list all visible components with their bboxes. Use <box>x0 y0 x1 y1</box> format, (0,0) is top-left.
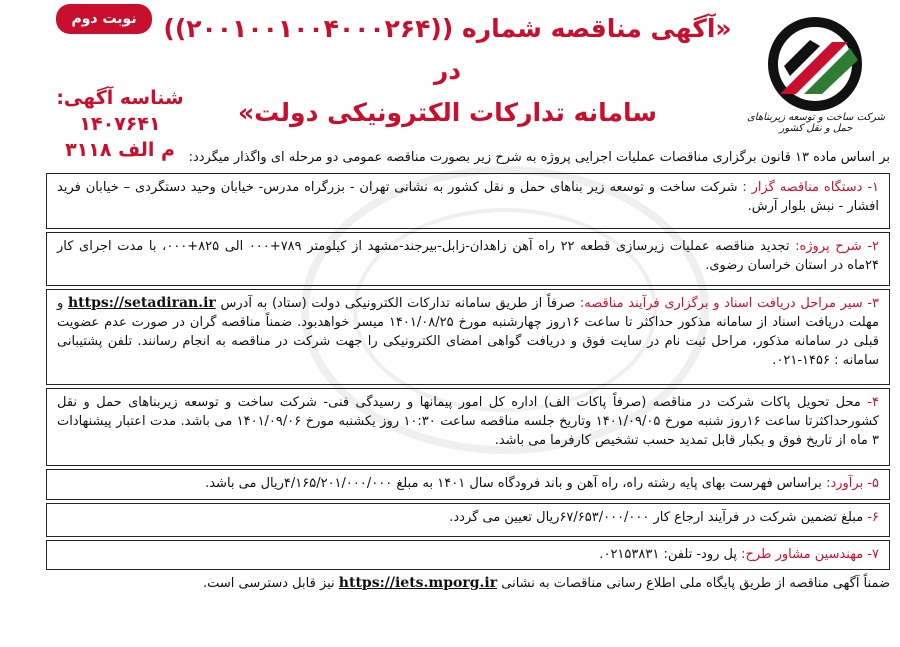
section-6-label: ۶- <box>867 510 879 525</box>
section-4-label: ۴- <box>867 395 879 410</box>
title-line-1: «آگهی مناقصه شماره ((۲۰۰۱۰۰۱۰۰۴۰۰۰۲۶۴)) در <box>163 14 732 85</box>
section-1-text: شرکت ساخت و توسعه زیر بناهای حمل و نقل کشور به نشانی تهران - بزرگراه مدرس- خیابان وحید دستگردی – خیابان فرید افشار - نبش بلوار آرش. <box>57 180 879 214</box>
section-3-text-a: صرفاً از طریق سامانه تدارکات الکترونیکی دولت (ستاد) به آدرس <box>220 296 580 311</box>
ad-id-line-2: م الف ۳۱۱۸ <box>65 139 175 161</box>
section-4-delivery-place <box>46 388 890 466</box>
section-1-label: ۱- دستگاه مناقصه گزار : <box>742 180 879 195</box>
intro-text: بر اساس ماده ۱۳ قانون برگزاری مناقصات عملیات اجرایی پروژه به شرح زیر بصورت مناقصه عمومی دو مرحله ای واگذار میگردد: <box>188 150 890 165</box>
company-logo-icon <box>740 16 890 116</box>
section-2-label: ۲- شرح پروژه: <box>795 239 879 254</box>
section-2-text: تجدید مناقصه عملیات زیرسازی قطعه ۲۲ راه آهن زاهدان-زابل-بیرجند-مشهد از کیلومتر ۷۸۹+۰۰۰ الی ۸۲۵+۰۰۰، با مدت اجرای کار ۲۴ماه در استان خراسان رضوی. <box>57 239 879 273</box>
title-line-2: سامانه تدارکات الکترونیکی دولت» <box>238 98 657 127</box>
footer-text-a: ضمناً آگهی مناقصه از طریق پایگاه ملی اطلاع رسانی مناقصات به نشانی <box>497 576 890 591</box>
logo-caption: شرکت ساخت و توسعه زیربناهای حمل و نقل کشور <box>746 112 886 134</box>
footer-text-b: نیز قابل دسترسی است. <box>203 576 339 591</box>
footer-note <box>40 574 890 593</box>
iets-link[interactable]: https://iets.mporg.ir <box>338 575 498 591</box>
section-3-text-b: و مهلت دریافت اسناد از سامانه مذکور حداکثر تا ساعت ۱۶روز چهارشنبه مورخ ۱۴۰۱/۰۸/۲۵ میسر خواهدبود. ضمناً مناقصه گران در صورت عدم عضویت قبلی در سامانه مذکور، مراحل ثبت نام در سایت فوق و دریافت گواهی امضای الکترونیکی را جهت شرکت در مناقصه به انجام رسانند. تلفن پشتیبانی سامانه : ۱۴۵۶-۰۲۱. <box>57 296 879 368</box>
section-2-project-description <box>46 232 890 286</box>
section-6-text: مبلغ تضمین شرکت در فرآیند ارجاع کار ۶۷/۶۵۳/۰۰۰/۰۰۰ریال تعیین می گردد. <box>449 510 868 525</box>
announcement-title <box>150 8 745 127</box>
section-3-procedure <box>46 289 890 385</box>
edition-badge: نوبت دوم <box>56 4 152 34</box>
section-5-label: ۵- برآورد: <box>826 476 879 491</box>
section-1-tender-organization <box>46 173 890 229</box>
section-3-label: ۳- سیر مراحل دریافت اسناد و برگزاری فرآیند مناقصه: <box>579 296 879 311</box>
section-4-text: محل تحویل پاکات شرکت در مناقصه (صرفاً پاکات الف) اداره کل امور پیمانها و رسیدگی فنی- شرکت ساخت و توسعه زیربناهای حمل و نقل کشورحداکثرتا ساعت ۱۶روز شنبه مورخ ۱۴۰۱/۰۹/۰۵ وتاریخ جلسه مناقصه ساعت ۱۰:۳۰ روز یکشنبه مورخ ۱۴۰۱/۰۹/۰۶ می باشد. مدت اعتبار پیشنهادات ۳ ماه از تاریخ فوق و بکبار قابل تمدید حسب تشخیص کارفرما می باشد. <box>57 395 879 448</box>
section-7-consultant <box>46 540 890 570</box>
section-7-text: پل رود- تلفن: ۰۲۱۵۳۸۳۱. <box>599 547 742 562</box>
ad-id-line-1: شناسه آگهی: ۱۴۰۷۶۴۱ <box>56 87 184 135</box>
setadiran-link[interactable]: https://setadiran.ir <box>67 295 216 311</box>
section-7-label: ۷- مهندسین مشاور طرح: <box>741 547 879 562</box>
section-5-text: براساس فهرست بهای پایه رشته راه، راه آهن و باند فرودگاه سال ۱۴۰۱ به مبلغ ۴/۱۶۵/۲۰۱/۰۰۰/۰۰۰ریال می باشد. <box>205 476 827 491</box>
section-5-estimate <box>46 469 890 500</box>
section-6-guarantee <box>46 503 890 537</box>
